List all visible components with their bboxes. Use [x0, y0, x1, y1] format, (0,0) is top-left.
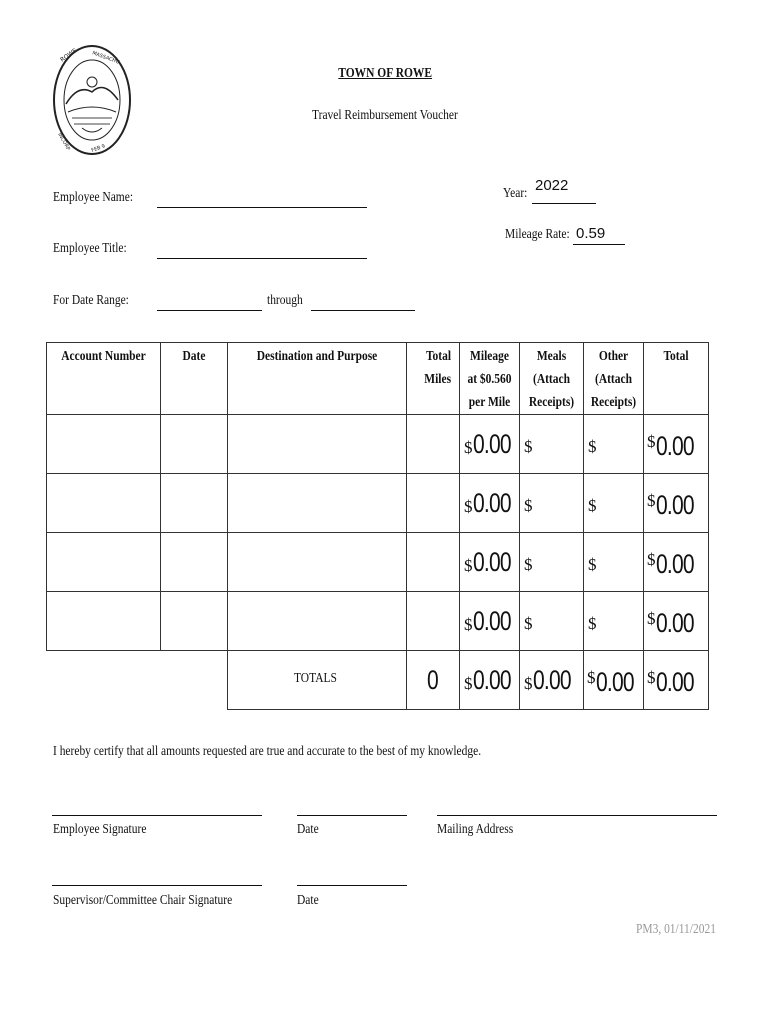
mileage-cell[interactable]: $0.00 [460, 415, 520, 474]
meals-cell[interactable]: $ [520, 415, 584, 474]
total-miles-cell[interactable] [407, 474, 460, 533]
certification-statement: I hereby certify that all amounts requested are true and accurate to the best of my knowledge. [53, 744, 482, 759]
employee-signature-label: Employee Signature [53, 822, 147, 837]
year-value[interactable]: 2022 [535, 177, 569, 194]
employee-signature-line[interactable] [52, 815, 262, 816]
totals-label: TOTALS [294, 671, 337, 686]
mailing-address-label: Mailing Address [437, 822, 514, 837]
header-meals: Meals (Attach Receipts) [520, 343, 584, 415]
employee-name-label: Employee Name: [53, 190, 134, 205]
employee-title-label: Employee Title: [53, 241, 127, 256]
year-field-line[interactable] [532, 203, 596, 204]
date-range-label: For Date Range: [53, 293, 129, 308]
totals-miles-cell: 0 [407, 651, 460, 710]
header-mileage: Mileage at $0.560 per Mile [460, 343, 520, 415]
totals-total-cell: $0.00 [644, 651, 709, 710]
table-header-row [47, 343, 709, 415]
date-range-start-field[interactable] [157, 310, 262, 311]
year-label: Year: [503, 186, 528, 201]
account-number-cell[interactable] [47, 592, 161, 651]
town-seal-logo [52, 44, 132, 156]
total-miles-cell[interactable] [407, 533, 460, 592]
total-cell[interactable]: $0.00 [644, 474, 709, 533]
mileage-rate-field-line[interactable] [573, 244, 625, 245]
account-number-cell[interactable] [47, 415, 161, 474]
other-cell[interactable]: $ [584, 415, 644, 474]
other-cell[interactable]: $ [584, 533, 644, 592]
date-cell[interactable] [161, 415, 228, 474]
meals-cell[interactable]: $ [520, 533, 584, 592]
header-account-number: Account Number [47, 343, 161, 415]
voucher-subtitle: Travel Reimbursement Voucher [312, 108, 458, 123]
other-cell[interactable]: $ [584, 474, 644, 533]
supervisor-date-label: Date [297, 893, 319, 908]
reimbursement-table [46, 342, 709, 710]
meals-cell[interactable]: $ [520, 474, 584, 533]
date-cell[interactable] [161, 474, 228, 533]
svg-text:MASSACHU: MASSACHU [91, 50, 121, 66]
mileage-rate-value[interactable]: 0.59 [576, 225, 606, 242]
mileage-cell[interactable]: $0.00 [460, 474, 520, 533]
town-title: TOWN OF ROWE [338, 66, 432, 81]
table-row [47, 474, 709, 533]
account-number-cell[interactable] [47, 474, 161, 533]
employee-title-field[interactable] [157, 258, 367, 259]
table-row [47, 415, 709, 474]
mileage-cell[interactable]: $0.00 [460, 533, 520, 592]
destination-cell[interactable] [228, 415, 407, 474]
destination-cell[interactable] [228, 474, 407, 533]
mileage-cell[interactable]: $0.00 [460, 592, 520, 651]
totals-mileage-cell: $0.00 [460, 651, 520, 710]
other-cell[interactable]: $ [584, 592, 644, 651]
date-cell[interactable] [161, 592, 228, 651]
totals-row [47, 651, 709, 710]
total-cell[interactable]: $0.00 [644, 592, 709, 651]
total-miles-cell[interactable] [407, 415, 460, 474]
header-date: Date [161, 343, 228, 415]
totals-spacer [161, 651, 228, 710]
mileage-rate-label: Mileage Rate: [505, 227, 570, 242]
totals-label-cell [228, 651, 407, 710]
total-cell[interactable]: $0.00 [644, 533, 709, 592]
supervisor-signature-label: Supervisor/Committee Chair Signature [53, 893, 233, 908]
header-total: Total [644, 343, 709, 415]
date-cell[interactable] [161, 533, 228, 592]
mailing-address-line[interactable] [437, 815, 717, 816]
header-destination: Destination and Purpose [228, 343, 407, 415]
header-other: Other (Attach Receipts) [584, 343, 644, 415]
employee-date-line[interactable] [297, 815, 407, 816]
date-range-end-field[interactable] [311, 310, 415, 311]
totals-other-cell: $0.00 [584, 651, 644, 710]
svg-text:INCORP: INCORP [56, 132, 72, 152]
account-number-cell[interactable] [47, 533, 161, 592]
totals-spacer [47, 651, 161, 710]
totals-meals-cell: $0.00 [520, 651, 584, 710]
through-label: through [267, 293, 303, 308]
header-total-miles: Total Miles [407, 343, 460, 415]
employee-date-label: Date [297, 822, 319, 837]
destination-cell[interactable] [228, 592, 407, 651]
svg-text:ROWE: ROWE [59, 47, 79, 64]
table-row [47, 533, 709, 592]
destination-cell[interactable] [228, 533, 407, 592]
form-code: PM3, 01/11/2021 [636, 922, 716, 937]
supervisor-signature-line[interactable] [52, 885, 262, 886]
supervisor-date-line[interactable] [297, 885, 407, 886]
table-row [47, 592, 709, 651]
employee-name-field[interactable] [157, 207, 367, 208]
meals-cell[interactable]: $ [520, 592, 584, 651]
svg-text:FEB 9: FEB 9 [90, 143, 107, 154]
total-miles-cell[interactable] [407, 592, 460, 651]
total-cell[interactable]: $0.00 [644, 415, 709, 474]
